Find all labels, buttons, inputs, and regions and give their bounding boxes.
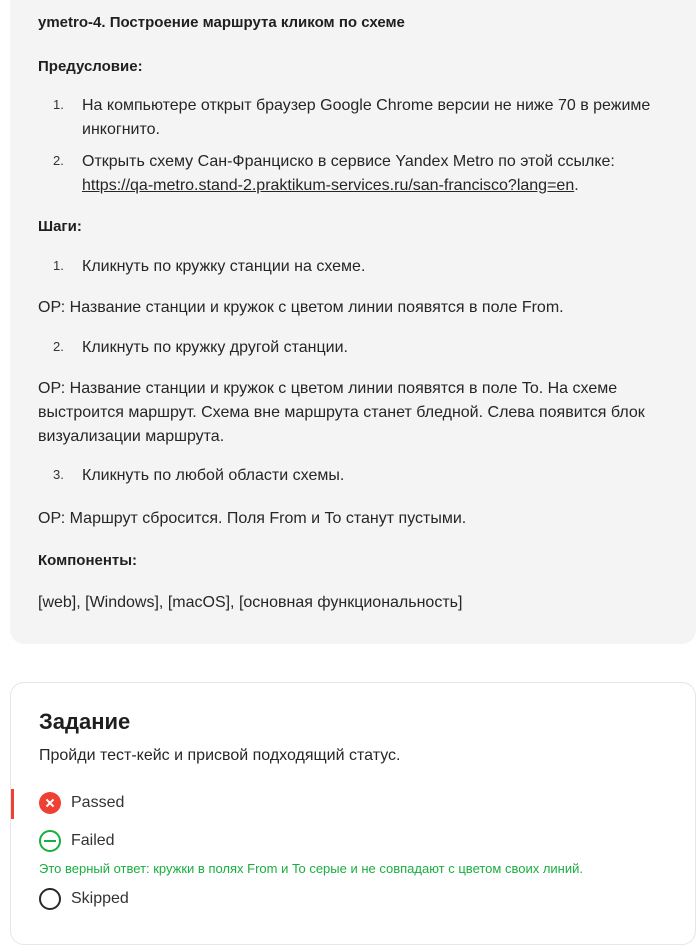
radio-empty-icon (39, 888, 61, 910)
step-result-3: ОР: Маршрут сбросится. Поля From и To станут пустыми. (38, 510, 467, 527)
step-result-2-line-2: выстроится маршрут. Схема вне маршрута станет бледной. Слева появится блок (38, 404, 645, 421)
precondition-number-1: 1. (53, 97, 64, 112)
option-failed-label: Failed (71, 832, 115, 849)
step-result-1: ОР: Название станции и кружок с цветом линии появятся в поле From. (38, 299, 564, 316)
option-passed[interactable] (39, 791, 124, 815)
components-heading: Компоненты: (38, 552, 138, 569)
precondition-1-line-2: инкогнито. (82, 121, 160, 138)
components-list: [web], [Windows], [macOS], [основная функциональность] (38, 594, 463, 611)
precondition-number-2: 2. (53, 153, 64, 168)
link-period: . (574, 177, 579, 194)
step-text-1: Кликнуть по кружку станции на схеме. (82, 258, 366, 275)
precondition-text-2 (82, 150, 682, 198)
task-card (10, 682, 696, 945)
correct-answer-hint: Это верный ответ: кружки в полях From и To серые и не совпадают с цветом своих линий. (39, 861, 583, 876)
steps-heading: Шаги: (38, 218, 82, 235)
metro-link[interactable]: https://qa-metro.stand-2.praktikum-services.ru/san-francisco?lang=en (82, 177, 575, 194)
option-skipped-label: Skipped (71, 890, 129, 907)
minus-circle-icon (39, 830, 61, 852)
option-failed[interactable] (39, 829, 115, 853)
task-title: Задание (39, 709, 131, 734)
x-circle-icon (39, 792, 61, 814)
step-text-3: Кликнуть по любой области схемы. (82, 467, 345, 484)
step-text-2: Кликнуть по кружку другой станции. (82, 339, 348, 356)
step-result-2 (38, 377, 678, 449)
wrong-answer-indicator (11, 789, 14, 819)
step-result-2-line-1: ОР: Название станции и кружок с цветом линии появятся в поле To. На схеме (38, 380, 618, 397)
precondition-text-1 (82, 94, 682, 142)
test-case-card (10, 0, 696, 644)
task-description: Пройди тест-кейс и присвой подходящий статус. (39, 747, 401, 764)
precondition-heading: Предусловие: (38, 58, 143, 75)
step-number-2: 2. (53, 339, 64, 354)
step-number-3: 3. (53, 467, 64, 482)
precondition-2-line-1: Открыть схему Сан-Франциско в сервисе Yandex Metro по этой ссылке: (82, 153, 615, 170)
option-skipped[interactable] (39, 887, 129, 911)
step-number-1: 1. (53, 258, 64, 273)
precondition-1-line-1: На компьютере открыт браузер Google Chrome версии не ниже 70 в режиме (82, 97, 651, 114)
test-case-title: ymetro-4. Построение маршрута кликом по схеме (38, 14, 405, 31)
option-passed-label: Passed (71, 794, 125, 811)
step-result-2-line-3: визуализации маршрута. (38, 428, 225, 445)
